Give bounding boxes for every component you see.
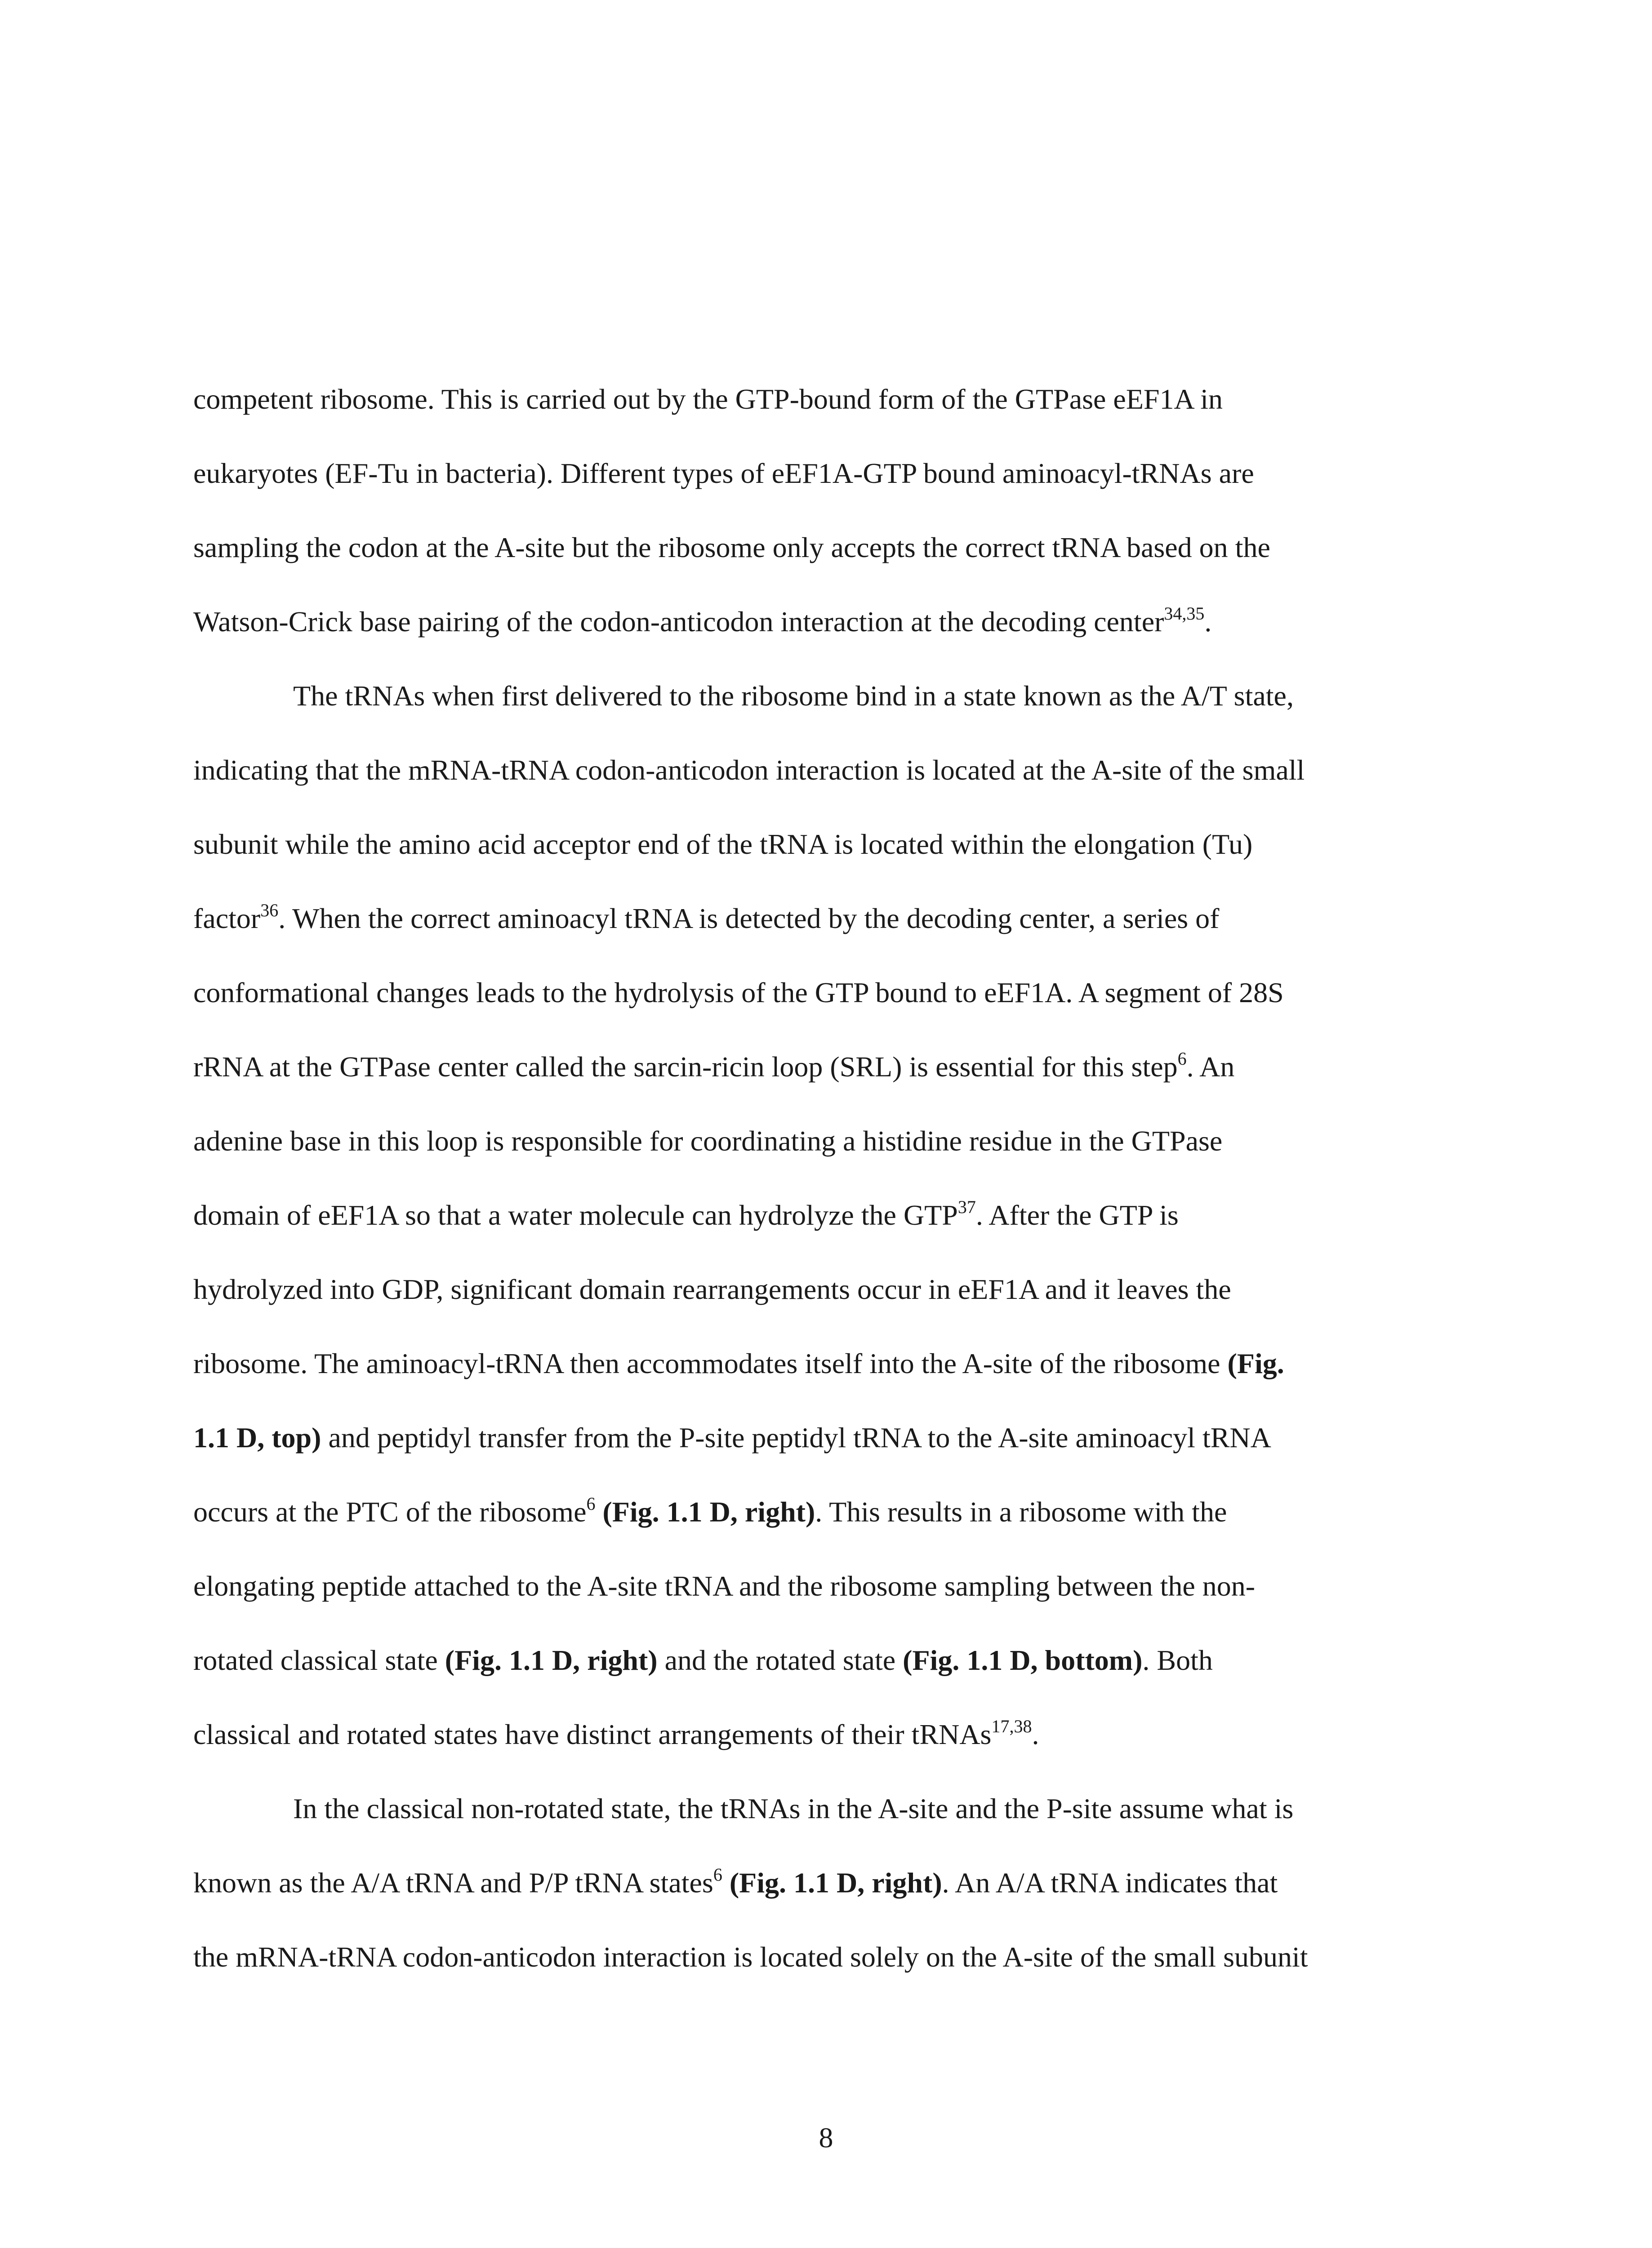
text-line: [193, 659, 1474, 733]
figure-reference: (Fig. 1.1 D, right): [729, 1867, 942, 1899]
text-line: [193, 1920, 1474, 1994]
text-segment: and the rotated state: [657, 1644, 903, 1676]
figure-reference: (Fig. 1.1 D, right): [445, 1644, 658, 1676]
figure-reference: (Fig. 1.1 D, bottom): [903, 1644, 1143, 1676]
citation-superscript: 6: [713, 1864, 722, 1885]
text-segment: In the classical non-rotated state, the tRNAs in the A-site and the P-site assume what is: [293, 1793, 1294, 1824]
text-segment: classical and rotated states have distinct arrangements of their tRNAs: [193, 1718, 992, 1750]
text-segment: The tRNAs when first delivered to the ribosome bind in a state known as the A/T state,: [293, 680, 1294, 712]
text-segment: known as the A/A tRNA and P/P tRNA states: [193, 1867, 713, 1899]
text-line: [193, 1549, 1474, 1623]
text-line: [193, 955, 1474, 1030]
citation-superscript: 36: [260, 900, 279, 920]
text-line: [193, 1401, 1474, 1475]
text-segment: . An A/A tRNA indicates that: [942, 1867, 1278, 1899]
text-line: [193, 584, 1474, 659]
text-segment: Watson-Crick base pairing of the codon-anticodon interaction at the decoding center: [193, 606, 1164, 638]
text-segment: hydrolyzed into GDP, significant domain rearrangements occur in eEF1A and it leaves the: [193, 1273, 1231, 1305]
text-line: [193, 1326, 1474, 1401]
text-segment: . An: [1186, 1051, 1235, 1083]
citation-superscript: 17,38: [991, 1716, 1032, 1736]
text-line: [193, 1030, 1474, 1104]
text-line: [193, 881, 1474, 955]
text-line: [193, 362, 1474, 436]
text-line: [193, 1104, 1474, 1178]
page-number: 8: [819, 2122, 833, 2154]
text-segment: [595, 1496, 602, 1528]
text-segment: . When the correct aminoacyl tRNA is detected by the decoding center, a series of: [278, 902, 1220, 934]
text-segment: ribosome. The aminoacyl-tRNA then accommodates itself into the A-site of the ribosome: [193, 1347, 1228, 1379]
text-line: [193, 436, 1474, 510]
text-segment: eukaryotes (EF-Tu in bacteria). Different types of eEF1A-GTP bound aminoacyl-tRNAs are: [193, 457, 1254, 489]
citation-superscript: 37: [957, 1197, 976, 1217]
text-segment: competent ribosome. This is carried out by the GTP-bound form of the GTPase eEF1A in: [193, 383, 1223, 415]
text-segment: factor: [193, 902, 261, 934]
text-line: [193, 1475, 1474, 1549]
text-segment: indicating that the mRNA-tRNA codon-anticodon interaction is located at the A-site of the small: [193, 754, 1305, 786]
citation-superscript: 6: [586, 1494, 596, 1514]
text-segment: conformational changes leads to the hydrolysis of the GTP bound to eEF1A. A segment of 28S: [193, 977, 1284, 1008]
figure-reference: 1.1 D, top): [193, 1422, 321, 1454]
text-segment: elongating peptide attached to the A-site tRNA and the ribosome sampling between the non-: [193, 1570, 1256, 1602]
figure-reference: (Fig. 1.1 D, right): [602, 1496, 815, 1528]
text-segment: rRNA at the GTPase center called the sarcin-ricin loop (SRL) is essential for this step: [193, 1051, 1178, 1083]
text-segment: .: [1032, 1718, 1039, 1750]
text-segment: adenine base in this loop is responsible for coordinating a histidine residue in the GTPase: [193, 1125, 1223, 1157]
text-line: [193, 1697, 1474, 1771]
citation-superscript: 34,35: [1164, 603, 1205, 624]
text-line: [193, 1771, 1474, 1846]
text-segment: . This results in a ribosome with the: [815, 1496, 1227, 1528]
text-segment: occurs at the PTC of the ribosome: [193, 1496, 587, 1528]
text-line: [193, 1846, 1474, 1920]
text-segment: .: [1204, 606, 1212, 638]
text-segment: the mRNA-tRNA codon-anticodon interaction is located solely on the A-site of the small subunit: [193, 1941, 1308, 1973]
text-line: [193, 733, 1474, 807]
text-segment: domain of eEF1A so that a water molecule can hydrolyze the GTP: [193, 1199, 958, 1231]
body-text: [193, 362, 1474, 1994]
text-line: [193, 1623, 1474, 1697]
text-segment: . After the GTP is: [975, 1199, 1179, 1231]
text-segment: sampling the codon at the A-site but the ribosome only accepts the correct tRNA based on the: [193, 531, 1270, 563]
text-line: [193, 510, 1474, 584]
text-line: [193, 1252, 1474, 1326]
text-line: [193, 807, 1474, 881]
figure-reference: (Fig.: [1227, 1347, 1284, 1379]
text-segment: [722, 1867, 730, 1899]
text-segment: subunit while the amino acid acceptor end of the tRNA is located within the elongation (Tu): [193, 828, 1253, 860]
text-segment: and peptidyl transfer from the P-site peptidyl tRNA to the A-site aminoacyl tRNA: [321, 1422, 1271, 1454]
text-segment: . Both: [1142, 1644, 1213, 1676]
text-segment: rotated classical state: [193, 1644, 445, 1676]
citation-superscript: 6: [1177, 1048, 1187, 1069]
text-line: [193, 1178, 1474, 1252]
